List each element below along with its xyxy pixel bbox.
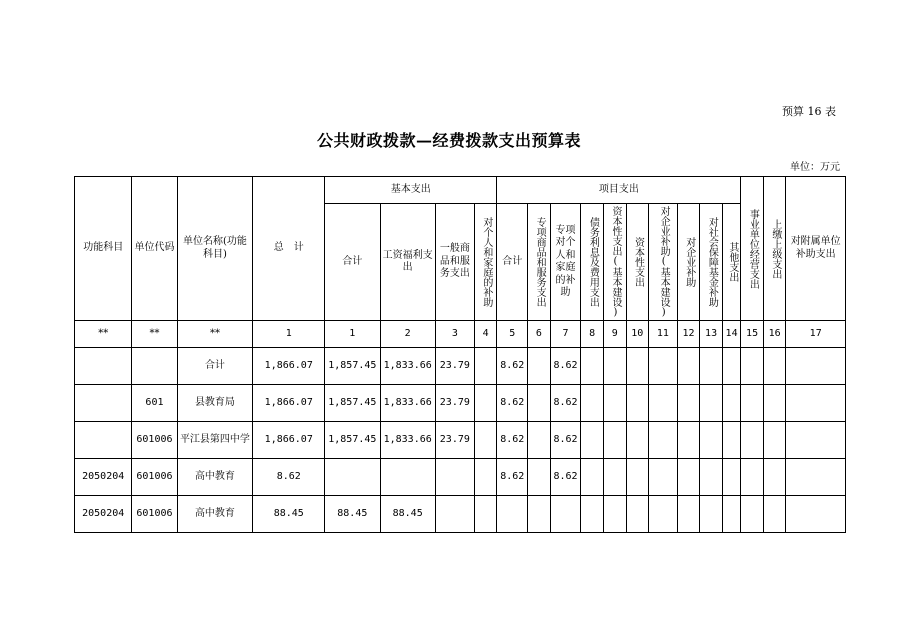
empty-cell <box>649 422 678 459</box>
empty-cell <box>677 385 700 422</box>
index-cell: 9 <box>603 321 626 348</box>
empty-cell <box>649 348 678 385</box>
cell-goods: 23.79 <box>435 348 474 385</box>
index-cell: 10 <box>626 321 649 348</box>
table-row <box>75 385 846 422</box>
empty-cell <box>581 348 604 385</box>
header-special-personal: 专项对个人和家庭的补助 <box>550 204 581 321</box>
header-unit-code: 单位代码 <box>132 177 177 321</box>
header-other: 其他支出 <box>722 204 740 321</box>
cell-wages: 1,833.66 <box>380 422 435 459</box>
index-cell: 1 <box>253 321 325 348</box>
empty-cell <box>786 348 846 385</box>
empty-cell <box>763 459 786 496</box>
empty-cell <box>626 496 649 533</box>
index-cell: 16 <box>763 321 786 348</box>
index-cell: 14 <box>722 321 740 348</box>
cell-total: 8.62 <box>253 459 325 496</box>
header-affiliated-subsidy: 对附属单位补助支出 <box>786 177 846 321</box>
empty-cell <box>763 422 786 459</box>
header-func-subject: 功能科目 <box>75 177 132 321</box>
empty-cell <box>581 422 604 459</box>
empty-cell <box>763 385 786 422</box>
empty-cell <box>722 496 740 533</box>
index-cell: 6 <box>528 321 551 348</box>
index-cell: 17 <box>786 321 846 348</box>
cell-total: 1,866.07 <box>253 385 325 422</box>
cell-subject: 2050204 <box>75 496 132 533</box>
cell-personal <box>474 459 497 496</box>
cell-personal <box>474 385 497 422</box>
table-row <box>75 496 846 533</box>
cell-special-personal <box>550 496 581 533</box>
empty-cell <box>649 496 678 533</box>
cell-goods: 23.79 <box>435 422 474 459</box>
header-capital-basic: 资本性支出(基本建设) <box>603 204 626 321</box>
cell-special-goods <box>528 385 551 422</box>
index-cell: 11 <box>649 321 678 348</box>
budget-table <box>74 176 846 533</box>
cell-basic-subtotal: 1,857.45 <box>325 422 380 459</box>
index-cell: 4 <box>474 321 497 348</box>
empty-cell <box>722 459 740 496</box>
empty-cell <box>741 348 764 385</box>
cell-goods <box>435 459 474 496</box>
cell-subject <box>75 385 132 422</box>
cell-wages: 88.45 <box>380 496 435 533</box>
index-cell: 8 <box>581 321 604 348</box>
index-cell: ** <box>177 321 253 348</box>
cell-wages: 1,833.66 <box>380 385 435 422</box>
cell-goods <box>435 496 474 533</box>
empty-cell <box>603 422 626 459</box>
cell-code: 601006 <box>132 459 177 496</box>
cell-wages <box>380 459 435 496</box>
empty-cell <box>649 385 678 422</box>
empty-cell <box>786 459 846 496</box>
empty-cell <box>700 459 723 496</box>
empty-cell <box>626 422 649 459</box>
cell-name: 县教育局 <box>177 385 253 422</box>
cell-special-personal: 8.62 <box>550 459 581 496</box>
table-index-row <box>75 321 846 348</box>
empty-cell <box>677 422 700 459</box>
form-number: 预算 16 表 <box>782 105 836 118</box>
empty-cell <box>581 385 604 422</box>
cell-basic-subtotal: 1,857.45 <box>325 385 380 422</box>
cell-special-personal: 8.62 <box>550 422 581 459</box>
cell-special-goods <box>528 496 551 533</box>
cell-subject <box>75 422 132 459</box>
index-cell: 1 <box>325 321 380 348</box>
cell-code: 601006 <box>132 422 177 459</box>
table-header <box>75 177 846 321</box>
index-cell: 3 <box>435 321 474 348</box>
header-enterprise-basic: 对企业补助(基本建设) <box>649 204 678 321</box>
cell-special-personal: 8.62 <box>550 385 581 422</box>
page-title: 公共财政拨款—经费拨款支出预算表 <box>316 131 581 150</box>
cell-personal <box>474 348 497 385</box>
cell-proj-subtotal: 8.62 <box>497 385 528 422</box>
cell-basic-subtotal <box>325 459 380 496</box>
header-business-operation: 事业单位经营支出 <box>741 177 764 321</box>
index-cell: 15 <box>741 321 764 348</box>
empty-cell <box>786 385 846 422</box>
index-cell: 5 <box>497 321 528 348</box>
empty-cell <box>677 459 700 496</box>
header-unit-name: 单位名称(功能科目) <box>177 177 253 321</box>
empty-cell <box>741 385 764 422</box>
header-upper-payment: 上缴上级支出 <box>763 177 786 321</box>
empty-cell <box>700 348 723 385</box>
cell-proj-subtotal <box>497 496 528 533</box>
cell-goods: 23.79 <box>435 385 474 422</box>
cell-special-goods <box>528 422 551 459</box>
empty-cell <box>741 422 764 459</box>
cell-name: 高中教育 <box>177 496 253 533</box>
empty-cell <box>603 459 626 496</box>
empty-cell <box>603 385 626 422</box>
empty-cell <box>626 459 649 496</box>
cell-name: 合计 <box>177 348 253 385</box>
empty-cell <box>786 422 846 459</box>
cell-subject: 2050204 <box>75 459 132 496</box>
cell-basic-subtotal: 1,857.45 <box>325 348 380 385</box>
table-body <box>75 348 846 533</box>
header-basic-subtotal: 合计 <box>325 204 380 321</box>
index-cell: 13 <box>700 321 723 348</box>
cell-special-personal: 8.62 <box>550 348 581 385</box>
empty-cell <box>722 422 740 459</box>
header-goods-services: 一般商品和服务支出 <box>435 204 474 321</box>
cell-total: 1,866.07 <box>253 422 325 459</box>
cell-proj-subtotal: 8.62 <box>497 459 528 496</box>
header-proj-subtotal: 合计 <box>497 204 528 321</box>
header-basic: 基本支出 <box>325 177 497 204</box>
cell-code: 601006 <box>132 496 177 533</box>
cell-special-goods <box>528 348 551 385</box>
cell-personal <box>474 496 497 533</box>
empty-cell <box>700 385 723 422</box>
index-cell: 2 <box>380 321 435 348</box>
header-wages: 工资福利支出 <box>380 204 435 321</box>
table-row <box>75 422 846 459</box>
cell-name: 高中教育 <box>177 459 253 496</box>
header-enterprise: 对企业补助 <box>677 204 700 321</box>
table-row <box>75 348 846 385</box>
cell-basic-subtotal: 88.45 <box>325 496 380 533</box>
unit-label: 单位：万元 <box>790 162 840 173</box>
header-total: 总 计 <box>253 177 325 321</box>
empty-cell <box>581 459 604 496</box>
cell-personal <box>474 422 497 459</box>
empty-cell <box>763 348 786 385</box>
cell-proj-subtotal: 8.62 <box>497 422 528 459</box>
cell-name: 平江县第四中学 <box>177 422 253 459</box>
table-row <box>75 459 846 496</box>
empty-cell <box>700 422 723 459</box>
header-debt-interest: 债务利息及费用支出 <box>581 204 604 321</box>
index-cell: 7 <box>550 321 581 348</box>
empty-cell <box>741 496 764 533</box>
cell-code <box>132 348 177 385</box>
empty-cell <box>677 348 700 385</box>
header-project: 项目支出 <box>497 177 741 204</box>
empty-cell <box>626 385 649 422</box>
empty-cell <box>677 496 700 533</box>
cell-total: 88.45 <box>253 496 325 533</box>
empty-cell <box>786 496 846 533</box>
empty-cell <box>649 459 678 496</box>
empty-cell <box>603 348 626 385</box>
index-cell: 12 <box>677 321 700 348</box>
header-capital: 资本性支出 <box>626 204 649 321</box>
cell-proj-subtotal: 8.62 <box>497 348 528 385</box>
header-special-goods: 专项商品和服务支出 <box>528 204 551 321</box>
empty-cell <box>722 348 740 385</box>
cell-subject <box>75 348 132 385</box>
cell-wages: 1,833.66 <box>380 348 435 385</box>
empty-cell <box>763 496 786 533</box>
index-cell: ** <box>75 321 132 348</box>
empty-cell <box>626 348 649 385</box>
header-personal-family: 对个人和家庭的补助 <box>474 204 497 321</box>
cell-code: 601 <box>132 385 177 422</box>
empty-cell <box>581 496 604 533</box>
empty-cell <box>722 385 740 422</box>
cell-total: 1,866.07 <box>253 348 325 385</box>
cell-special-goods <box>528 459 551 496</box>
empty-cell <box>603 496 626 533</box>
empty-cell <box>700 496 723 533</box>
empty-cell <box>741 459 764 496</box>
header-social-security: 对社会保障基金补助 <box>700 204 723 321</box>
index-cell: ** <box>132 321 177 348</box>
